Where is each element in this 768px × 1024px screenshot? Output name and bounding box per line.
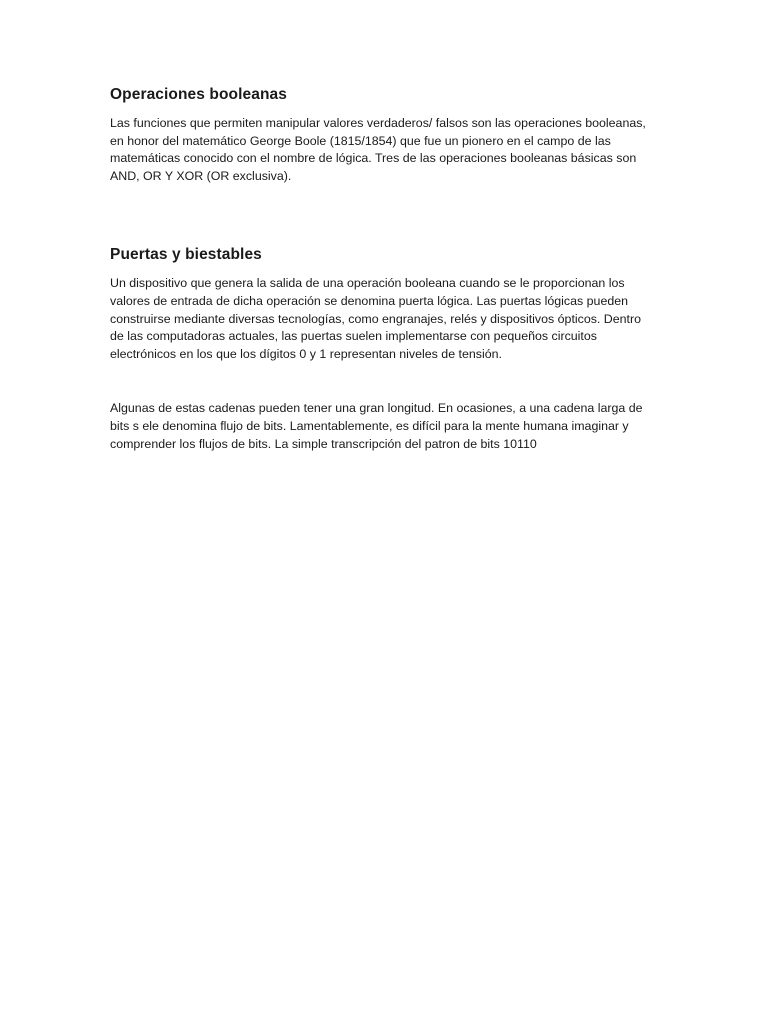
- paragraph: Algunas de estas cadenas pueden tener una gran longitud. En ocasiones, a una cadena larga de bits s ele denomina flujo de bits. Lamentablemente, es difícil para la mente humana imaginar y comprender los flujos de bits. La simple transcripción del patron de bits 10110: [110, 401, 643, 451]
- section-heading: Puertas y biestables: [110, 246, 262, 264]
- section-puertas-y-biestables: [110, 246, 658, 453]
- document-page: [110, 86, 658, 453]
- section-heading: Operaciones booleanas: [110, 86, 287, 103]
- paragraph: Las funciones que permiten manipular valores verdaderos/ falsos son las operaciones booleanas, en honor del matemático George Boole (1815/1854) que fue un pionero en el campo de las matemáticas conocido con el nombre de lógica. Tres de las operaciones booleanas básicas son AND, OR Y XOR (OR exclusiva).: [110, 116, 646, 183]
- section-operaciones-booleanas: [110, 86, 658, 185]
- paragraph: Un dispositivo que genera la salida de una operación booleana cuando se le proporcionan los valores de entrada de dicha operación se denomina puerta lógica. Las puertas lógicas pueden construirse mediante diversas tecnologías, como engranajes, relés y dispositivos ópticos. Dentro de las computadoras actuales, las puertas suelen implementarse con pequeños circuitos electrónicos en los que los dígitos 0 y 1 representan niveles de tensión.: [110, 276, 641, 361]
